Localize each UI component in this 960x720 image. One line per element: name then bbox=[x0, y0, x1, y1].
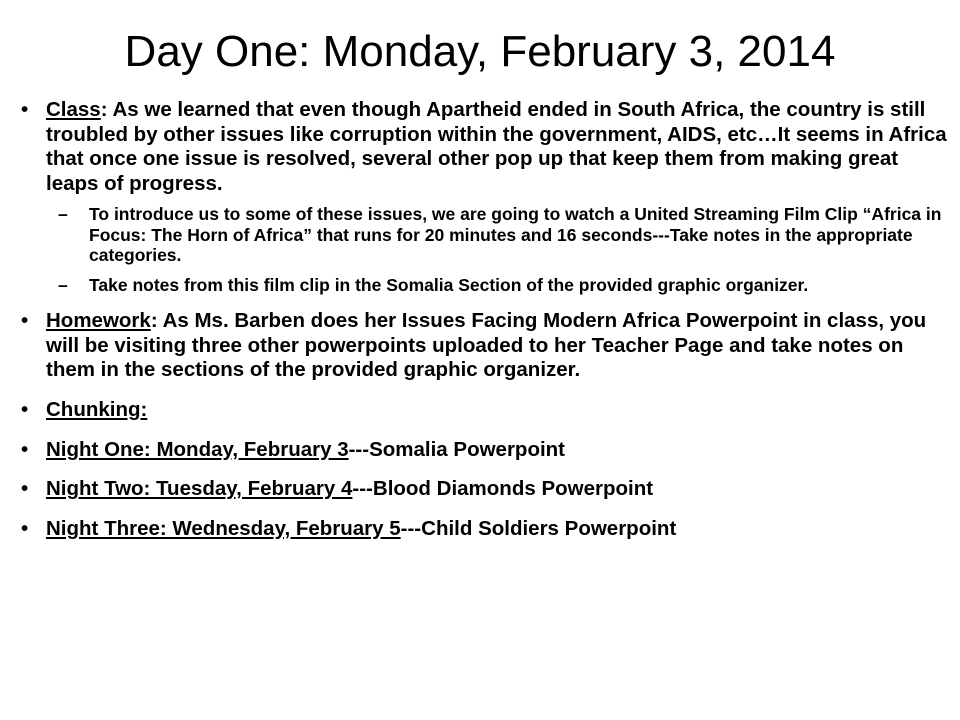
bullet-icon: • bbox=[21, 516, 29, 540]
sub-bullet-text: To introduce us to some of these issues, we are going to watch a United Streaming Film Clip “Africa in Focus: The Horn of Africa” that runs for 20 minutes and 16 seconds---Take notes in the appropriate categories. bbox=[89, 204, 942, 266]
dash-icon: – bbox=[58, 274, 68, 295]
night-label: Night Two: Tuesday, February 4 bbox=[46, 477, 353, 501]
bullet-icon: • bbox=[21, 477, 29, 501]
chunking-bullet bbox=[18, 398, 954, 423]
sub-bullet-film-clip bbox=[18, 204, 954, 265]
night-label: Night Three: Wednesday, February 5 bbox=[46, 516, 401, 540]
bullet-icon: • bbox=[21, 437, 29, 461]
night-one-bullet bbox=[18, 438, 954, 463]
sub-bullet-somalia-notes bbox=[18, 275, 954, 295]
class-text: : As we learned that even though Apartheid ended in South Africa, the country is still troubled by other issues like corruption within the government, AIDS, etc…It seems in Africa that once one issue is resolved, several other pop up that keep them from making great leaps of progress. bbox=[46, 98, 947, 195]
night-text: ---Child Soldiers Powerpoint bbox=[400, 516, 677, 540]
dash-icon: – bbox=[58, 204, 68, 225]
night-text: ---Blood Diamonds Powerpoint bbox=[352, 477, 654, 501]
night-two-bullet bbox=[18, 477, 954, 502]
chunking-label: Chunking: bbox=[46, 398, 148, 422]
homework-label: Homework bbox=[46, 309, 151, 333]
bullet-icon: • bbox=[21, 98, 29, 121]
bullet-icon: • bbox=[21, 398, 29, 422]
sub-bullet-text: Take notes from this film clip in the Somalia Section of the provided graphic organizer. bbox=[89, 274, 809, 295]
slide-title: Day One: Monday, February 3, 2014 bbox=[124, 27, 836, 76]
night-three-bullet bbox=[18, 517, 954, 542]
class-bullet bbox=[18, 98, 954, 196]
night-text: ---Somalia Powerpoint bbox=[348, 437, 566, 461]
bullet-icon: • bbox=[21, 309, 29, 333]
night-label: Night One: Monday, February 3 bbox=[46, 437, 349, 461]
homework-text: : As Ms. Barben does her Issues Facing Modern Africa Powerpoint in class, you will be visiting three other powerpoints uploaded to her Teacher Page and take notes on them in the sections of the provided graphic organizer. bbox=[46, 309, 927, 382]
slide-body bbox=[18, 98, 954, 541]
homework-bullet bbox=[18, 309, 954, 383]
class-label: Class bbox=[46, 98, 101, 121]
